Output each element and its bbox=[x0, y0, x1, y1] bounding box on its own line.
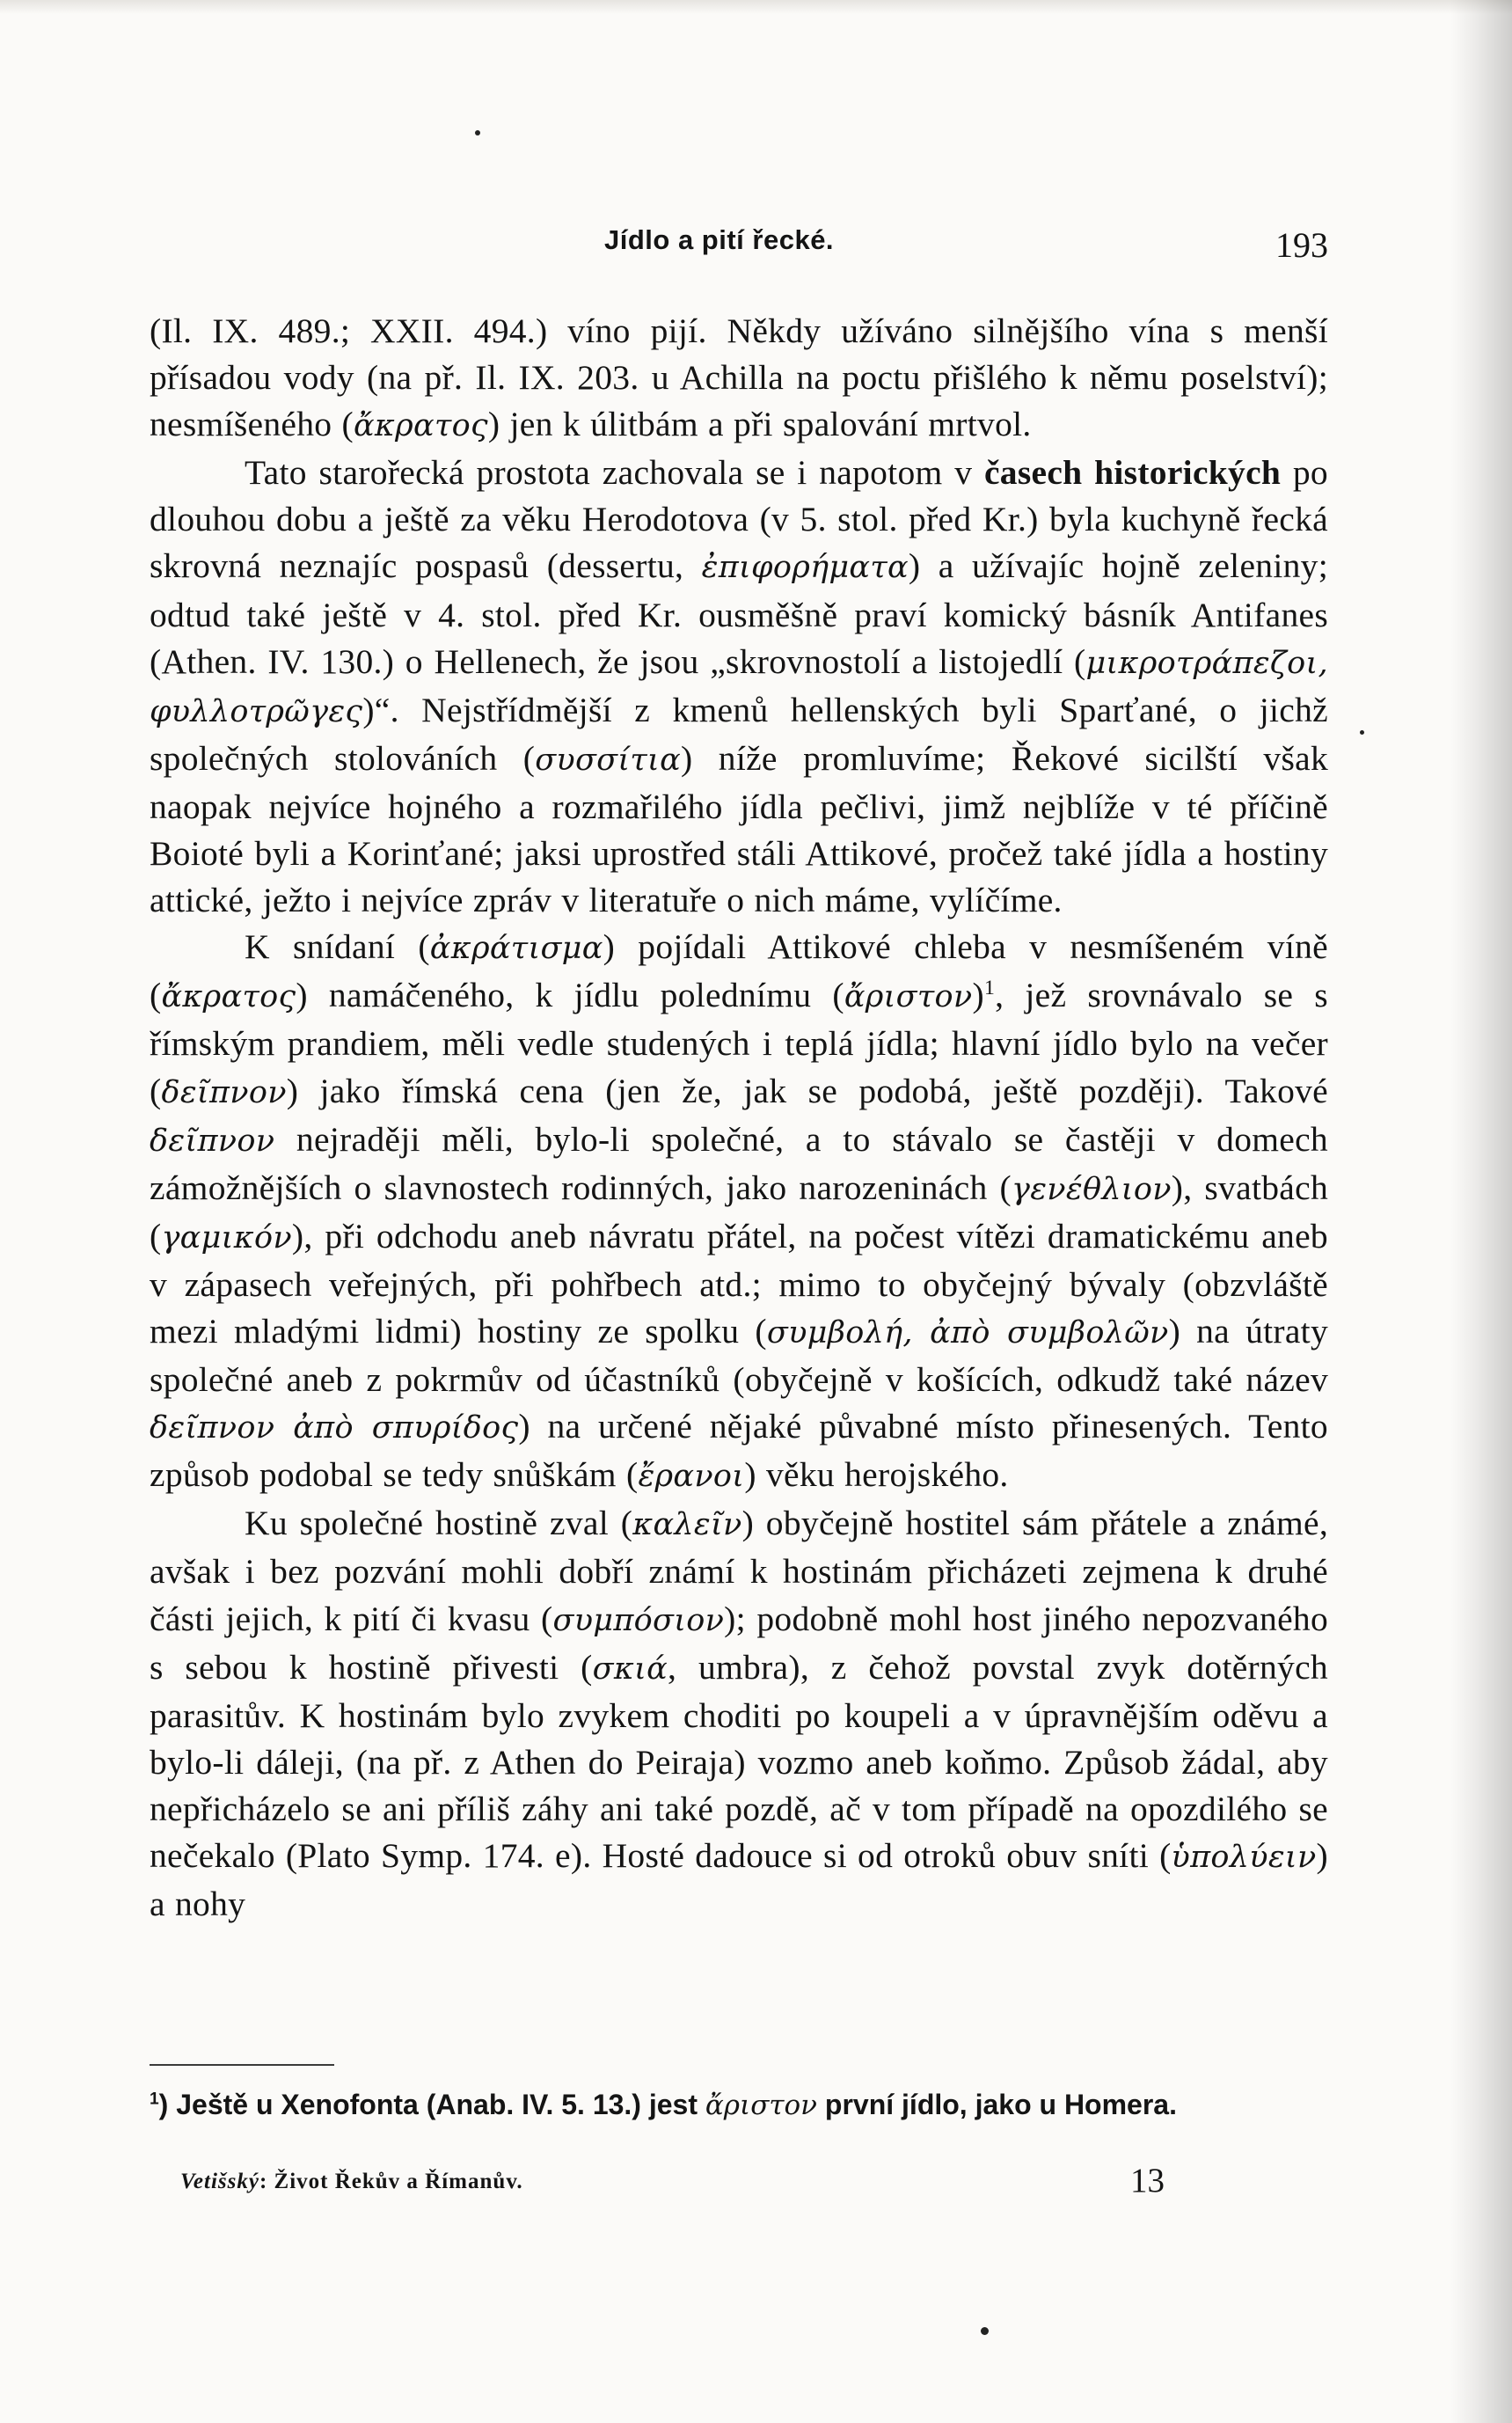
footnote-marker: 1 bbox=[150, 2090, 159, 2109]
greek-term: ἐπιφορήματα bbox=[701, 550, 909, 586]
ink-speck bbox=[981, 2327, 989, 2335]
paragraph-p3 bbox=[150, 924, 1328, 1500]
text-run: )“. Nejstřídmější z kmenů hellenských byli Sparťané, o jichž společných stolováních ( bbox=[150, 690, 1328, 778]
greek-term: ἄριστον bbox=[705, 2090, 818, 2121]
text-run: , jež srovnávalo se s římským prandiem, měli vedle studených i teplá jídla; hlavní jídlo bylo na večer ( bbox=[150, 976, 1328, 1110]
paragraph-p2 bbox=[150, 450, 1328, 924]
greek-term: ἄκρατος bbox=[353, 408, 488, 444]
page-number: 193 bbox=[1275, 225, 1328, 265]
greek-term: ἄριστον bbox=[844, 979, 973, 1015]
text-run: ) na určené nějaké půvabné místo přinesených. Tento způsob podobal se tedy snůškám ( bbox=[150, 1407, 1328, 1495]
ink-speck bbox=[1360, 730, 1364, 735]
emphasis-text: časech historických bbox=[983, 453, 1282, 493]
text-run: ) věku herojského. bbox=[744, 1455, 1009, 1495]
page-header bbox=[150, 224, 1328, 268]
greek-term: ἀκράτισμα bbox=[429, 931, 603, 967]
text-run: první jídlo, jako u Homera. bbox=[817, 2089, 1177, 2120]
text-run: K snídaní ( bbox=[245, 927, 430, 967]
greek-term: συμπόσιον bbox=[552, 1602, 725, 1638]
text-run: (Il. IX. 489.; XXII. 494.) víno pijí. Někdy užíváno silnějšího vína s menší přísadou vody (na př. Il. IX. 203. u Achilla na poctu přišlého k němu poselství); nesmíšeného ( bbox=[150, 311, 1328, 444]
signature-title: : Život Řekův a Římanův. bbox=[259, 2170, 523, 2193]
footnote-marker: 1 bbox=[983, 977, 996, 1000]
top-edge bbox=[0, 0, 1512, 14]
footnote-rule bbox=[150, 2064, 334, 2066]
text-run: ) a nohy bbox=[150, 1836, 1328, 1924]
sheet-number: 13 bbox=[1130, 2162, 1165, 2200]
greek-term: καλεῖν bbox=[632, 1507, 742, 1543]
greek-term: γενέθλιον bbox=[1011, 1171, 1172, 1207]
paragraph-p1 bbox=[150, 308, 1328, 450]
text-run: po dlouhou dobu a ještě za věku Herodotova (v 5. stol. před Kr.) byla kuchyně řecká skrovná neznajíc pospasů (dessertu, bbox=[150, 453, 1328, 586]
footnote bbox=[150, 2083, 1328, 2127]
signature-author: Vetišský bbox=[180, 2170, 259, 2193]
binding-shadow bbox=[1450, 0, 1512, 2423]
greek-term: δεῖπνον bbox=[161, 1074, 287, 1110]
greek-term: ἔρανοι bbox=[638, 1459, 745, 1495]
ink-speck bbox=[475, 130, 480, 135]
text-run: ); podobně mohl host jiného nepozvaného s sebou k hostině přivesti ( bbox=[150, 1599, 1328, 1687]
greek-term: ἄκρατος bbox=[161, 979, 296, 1015]
greek-term: συσσίτια bbox=[535, 742, 681, 778]
text-run: ) níže promluvíme; Řekové sicilští však naopak nejvíce hojného a rozmařilého jídla pečlivi, jimž nejblíže v té příčině Boioté byli a Korinťané; jaksi uprostřed stáli Attikové, pročež také jídla a hostiny attické, ježto i nejvíce zpráv v literatuře o nich máme, vylíčíme. bbox=[150, 738, 1328, 920]
text-run: ), svatbách ( bbox=[150, 1168, 1328, 1255]
text-run: nejraději měli, bylo-li společné, a to stávalo se častěji v domech zámožnějších o slavnostech rodinných, jako narozeninách ( bbox=[150, 1119, 1328, 1207]
signature-line bbox=[180, 2170, 523, 2194]
greek-term: μικροτράπεζοι, φυλλοτρῶγες bbox=[150, 645, 1328, 729]
greek-term: ὑπολύειν bbox=[1171, 1840, 1317, 1875]
text-run: ) obyčejně hostitel sám přátele a známé, avšak i bez pozvání mohli dobří známí k hostinám přicházeti zejmena k druhé části jejich, k pití či kvasu ( bbox=[150, 1504, 1328, 1638]
greek-term: σκιά bbox=[592, 1651, 668, 1687]
greek-term: γαμικόν bbox=[161, 1219, 292, 1255]
text-run: Ku společné hostině zval ( bbox=[245, 1504, 633, 1543]
text-run: , umbra), z čehož povstal zvyk dotěrných parasitův. K hostinám bylo zvykem choditi po koupeli a v úpravnějším oděvu a bylo-li dáleji, (na př. z Athen do Peiraja) vozmo aneb koňmo. Způsob žádal, aby nepřicházelo se ani příliš záhy ani také pozdě, ač v tom případě na opozdilého se nečekalo (Plato Symp. 174. e). Hosté dadouce si od otroků obuv sníti ( bbox=[150, 1647, 1328, 1875]
running-title: Jídlo a pití řecké. bbox=[604, 224, 835, 255]
body-text bbox=[150, 308, 1328, 1928]
text-run: ) a užívajíc hojně zeleniny; odtud také ještě v 4. stol. před Kr. ousměšně praví komický básník Antifanes (Athen. IV. 130.) o Hellenech, že jsou „skrovnostolí a listojedlí ( bbox=[150, 546, 1328, 681]
text-run: ) pojídali Attikové chleba v nesmíšeném víně ( bbox=[150, 927, 1328, 1015]
greek-term: συμβολή, ἀπὸ συμβολῶν bbox=[766, 1314, 1169, 1351]
text-run: ), při odchodu aneb návratu přátel, na počest vítězi dramatickému aneb v zápasech veřejných, při pohřbech atd.; mimo to obyčejný bývaly (obzvláště mezi mladými lidmi) hostiny ze spolku ( bbox=[150, 1216, 1328, 1351]
greek-term: δεῖπνον ἀπὸ σπυρίδος bbox=[150, 1410, 519, 1446]
text-run: ) Ještě u Xenofonta (Anab. IV. 5. 13.) jest bbox=[158, 2089, 705, 2120]
text-run: ) bbox=[972, 976, 984, 1015]
text-run: Tato starořecká prostota zachovala se i napotom v bbox=[245, 453, 984, 493]
greek-term: δεῖπνον bbox=[150, 1123, 275, 1159]
text-run: ) namáčeného, k jídlu polednímu ( bbox=[296, 976, 844, 1015]
text-run: ) jako římská cena (jen že, jak se podobá, ještě později). Takové bbox=[286, 1071, 1328, 1110]
text-run: ) jen k úlitbám a při spalování mrtvol. bbox=[487, 405, 1032, 444]
text-run: ) na útraty společné aneb z pokrmův od účastníků (obyčejně v košících, odkudž také název bbox=[150, 1311, 1329, 1400]
paragraph-p4 bbox=[150, 1500, 1328, 1928]
